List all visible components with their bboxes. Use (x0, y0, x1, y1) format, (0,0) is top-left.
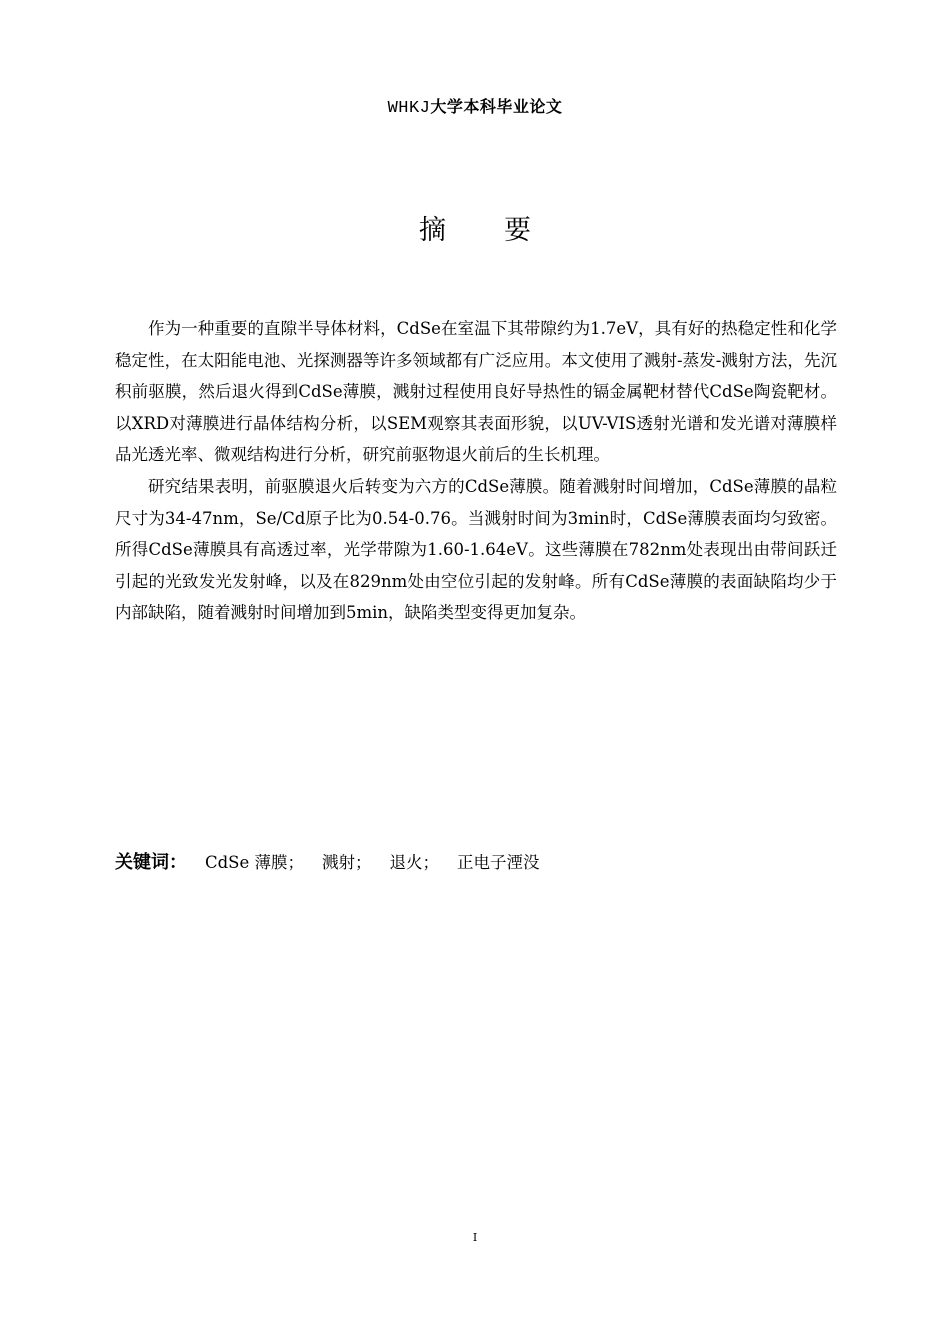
abstract-title: 摘要 (419, 215, 589, 246)
page-number: I (472, 1231, 478, 1244)
abstract-paragraph-1: 作为一种重要的直隙半导体材料，CdSe在室温下其带隙约为1.7eV，具有好的热稳定性和化学稳定性，在太阳能电池、光探测器等许多领域都有广泛应用。本文使用了溅射-蒸发-溅射方法，先沉积前驱膜，然后退火得到CdSe薄膜，溅射过程使用良好导热性的镉金属靶材替代CdSe陶瓷靶材。以XRD对薄膜进行晶体结构分析，以SEM观察其表面形貌，以UV-VIS透射光谱和发光谱对薄膜样品光透光率、微观结构进行分析，研究前驱物退火前后的生长机理。 (115, 319, 837, 465)
keywords-line (115, 848, 544, 878)
keywords-label: 关键词： (115, 852, 187, 873)
keyword-item: CdSe 薄膜； (205, 853, 304, 872)
running-header (0, 94, 950, 118)
keyword-item: 溅射； (322, 853, 372, 872)
header-title: 大学本科毕业论文 (430, 97, 563, 116)
header-latin: WHKJ (387, 99, 431, 118)
keyword-item: 退火； (389, 853, 439, 872)
abstract-paragraph-2: 研究结果表明，前驱膜退火后转变为六方的CdSe薄膜。随着溅射时间增加，CdSe薄膜的晶粒尺寸为34-47nm，Se/Cd原子比为0.54-0.76。当溅射时间为3min时，CdSe薄膜表面均匀致密。所得CdSe薄膜具有高透过率，光学带隙为1.60-1.64eV。这些薄膜在782nm处表现出由带间跃迁引起的光致发光发射峰，以及在829nm处由空位引起的发射峰。所有CdSe薄膜的表面缺陷均少于内部缺陷，随着溅射时间增加到5min，缺陷类型变得更加复杂。 (115, 476, 837, 623)
keyword-item: 正电子湮没 (457, 853, 540, 872)
abstract-body (115, 313, 837, 629)
